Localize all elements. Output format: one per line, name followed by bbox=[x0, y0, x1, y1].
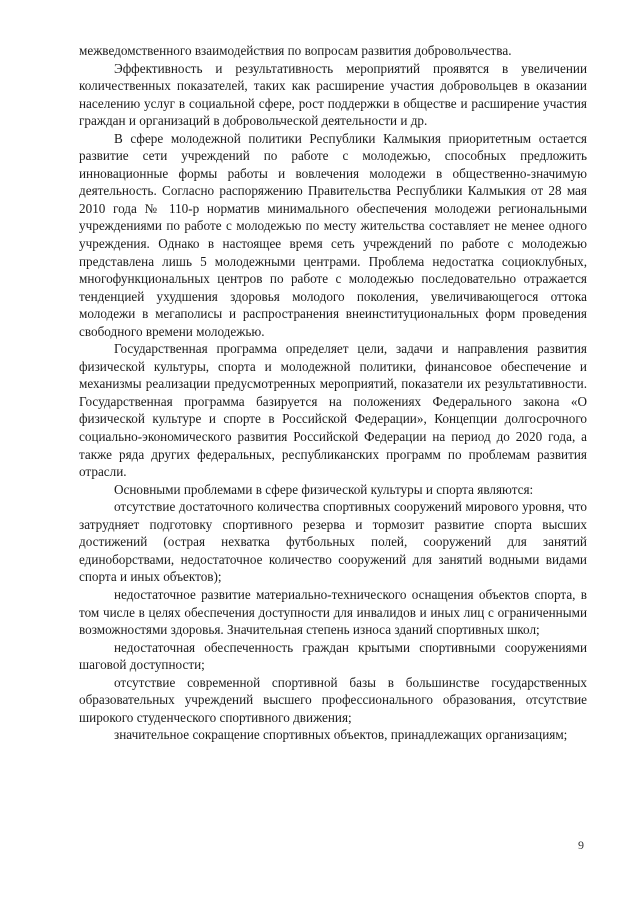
list-item-facilities: отсутствие достаточного количества спортивных сооружений мирового уровня, что затрудняет подготовку спортивного резерва и тормозит развитие спорта высших достижений (острая нехватка футбольных полей, сооружений для занятий единоборствами, недостаточное количество сооружений для занятий водными видами спорта и иных объектов); bbox=[79, 499, 587, 585]
list-item-university-base: отсутствие современной спортивной базы в большинстве государственных образовательных учреждений высшего профессионального образования, отсутствие широкого студенческого спортивного движения; bbox=[79, 674, 587, 725]
list-item-reduction: значительное сокращение спортивных объектов, принадлежащих организациям; bbox=[114, 727, 568, 743]
paragraph-youth-policy: В сфере молодежной политики Республики Калмыкия приоритетным остается развитие сети учреждений по работе с молодежью, способных предложить инновационные формы работы и вовлечения молодежи в общественно-значимую деятельность. Согласно распоряжению Правительства Республики Калмыкия от 28 мая 2010 года № 110-р норматив минимального обеспечения молодежи региональными учреждениями по работе с молодежью по месту жительства составляет не менее одного учреждения. Однако в настоящее время сеть учреждений по работе с молодежью представлена лишь 5 молодежными центрами. Проблема недостатка социоклубных, многофункциональных центров по работе с молодежью последовательно отражается тенденцией ухудшения здоровья молодого поколения, увеличивающегося оттока молодежи в мегаполисы и распространения внеинституциональных форм проведения свободного времени молодежью. bbox=[79, 130, 587, 339]
paragraph-effectiveness: Эффективность и результативность мероприятий проявятся в увеличении количественных показателей, таких как расширение участия добровольцев в оказании населению услуг в социальной сфере, рост поддержки в обществе и расширение участия граждан и организаций в добровольческой деятельности и др. bbox=[79, 60, 587, 129]
paragraph-main-problems: Основными проблемами в сфере физической культуры и спорта являются: bbox=[114, 481, 534, 497]
paragraph-continuation: межведомственного взаимодействия по вопросам развития добровольчества. bbox=[79, 43, 512, 58]
list-item-covered-facilities: недостаточная обеспеченность граждан крытыми спортивными сооружениями шаговой доступности; bbox=[79, 639, 587, 673]
page-number: 9 bbox=[578, 838, 584, 852]
list-item-equipment: недостаточное развитие материально-технического оснащения объектов спорта, в том числе в целях обеспечения доступности для инвалидов и иных лиц с ограниченными возможностями здоровья. Значительная степень износа зданий спортивных школ; bbox=[79, 586, 587, 638]
document-page bbox=[79, 42, 587, 744]
paragraph-state-program: Государственная программа определяет цели, задачи и направления развития физической культуры, спорта и молодежной политики, финансовое обеспечение и механизмы реализации предусмотренных мероприятий, показатели их результативности. Государственная программа базируется на положениях Федерального закона «О физической культуре и спорте в Российской Федерации», Концепции долгосрочного социально-экономического развития Российской Федерации на период до 2020 года, а также ряда других федеральных, республиканских программ по проблемам развития отрасли. bbox=[79, 341, 587, 480]
